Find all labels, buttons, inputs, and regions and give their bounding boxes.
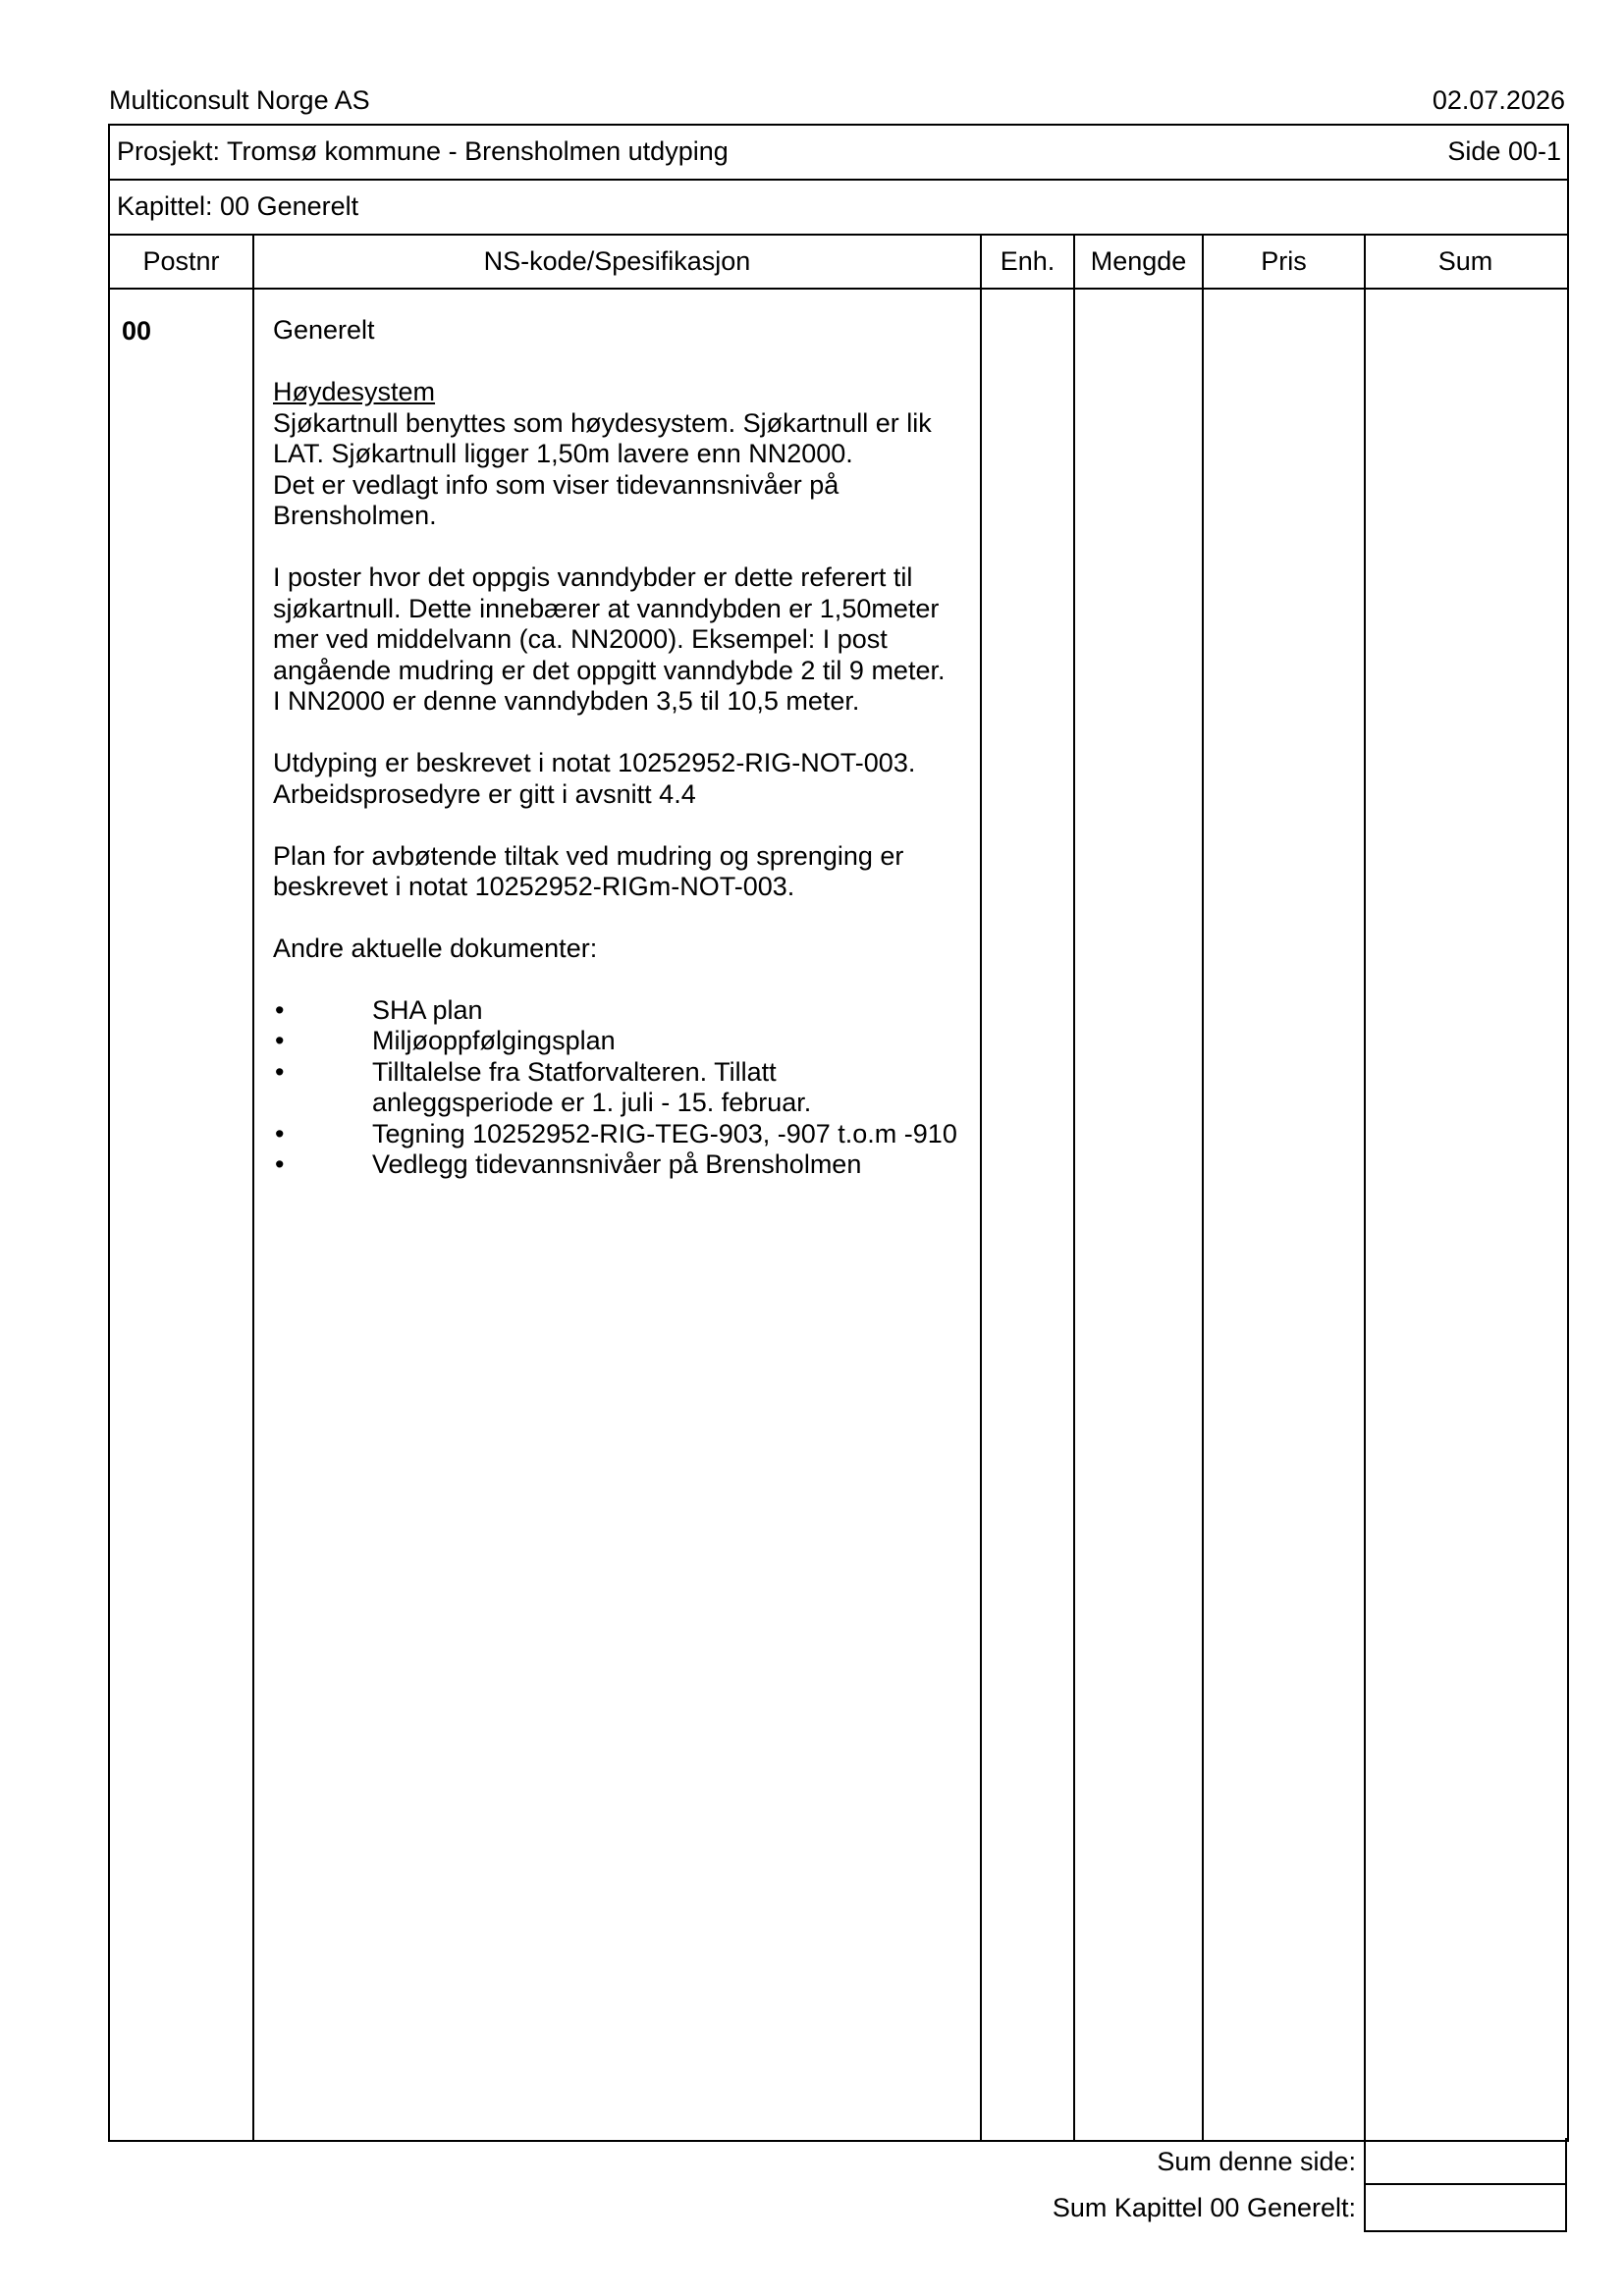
list-item-text: Vedlegg tidevannsnivåer på Brensholmen [372, 1149, 862, 1179]
bullet-icon: • [275, 1149, 285, 1179]
page-number: Side 00-1 [1447, 136, 1561, 166]
paragraph: Sjøkartnull benyttes som høydesystem. Sjøkartnull er lik LAT. Sjøkartnull ligger 1,50m lavere enn NN2000. Det er vedlagt info som viser tidevannsnivåer på Brensholmen. [273, 407, 932, 530]
project-title: Prosjekt: Tromsø kommune - Brensholmen utdyping [117, 136, 729, 166]
spacer [273, 347, 980, 378]
post-number: 00 [122, 316, 152, 346]
column-header-spec: NS-kode/Spesifikasjon [483, 246, 751, 276]
bullet-icon: • [275, 1056, 285, 1087]
list-item [273, 1057, 980, 1119]
list-item [273, 1119, 980, 1150]
section-heading: Høydesystem [273, 377, 436, 406]
sum-chapter-label: Sum Kapittel 00 Generelt: [1052, 2193, 1356, 2222]
document-date: 02.07.2026 [1432, 85, 1565, 115]
spacer [273, 718, 980, 749]
company-name: Multiconsult Norge AS [109, 85, 370, 115]
divider [108, 288, 1567, 290]
post-title: Generelt [273, 315, 375, 345]
column-divider [252, 234, 254, 2140]
paragraph: Utdyping er beskrevet i notat 10252952-RIG-NOT-003. Arbeidsprosedyre er gitt i avsnitt 4.4 [273, 748, 916, 809]
sum-chapter-box [1364, 2183, 1567, 2232]
paragraph: Andre aktuelle dokumenter: [273, 934, 598, 963]
list-item-text: Miljøoppfølgingsplan [372, 1026, 616, 1055]
bullet-icon: • [275, 994, 285, 1025]
document-list [273, 995, 980, 1181]
chapter-title: Kapittel: 00 Generelt [117, 191, 359, 221]
column-header-sum: Sum [1437, 246, 1493, 276]
list-item [273, 1026, 980, 1057]
list-item [273, 1149, 980, 1181]
column-divider [1073, 234, 1075, 2140]
spacer [273, 810, 980, 841]
sum-page-box [1364, 2138, 1567, 2185]
paragraph: Plan for avbøtende tiltak ved mudring og sprenging er beskrevet i notat 10252952-RIGm-NOT-003. [273, 840, 904, 901]
list-item [273, 995, 980, 1027]
column-divider [1202, 234, 1204, 2140]
sum-page-label: Sum denne side: [1157, 2147, 1356, 2176]
list-item-text: SHA plan [372, 994, 483, 1025]
divider [108, 234, 1567, 236]
divider [108, 179, 1567, 181]
bullet-icon: • [275, 1118, 285, 1148]
column-header-price: Pris [1261, 246, 1307, 276]
list-item-text: Tegning 10252952-RIG-TEG-903, -907 t.o.m -910 [372, 1118, 957, 1148]
column-header-unit: Enh. [1000, 246, 1056, 276]
spacer [273, 532, 980, 563]
paragraph: I poster hvor det oppgis vanndybder er dette referert til sjøkartnull. Dette innebærer at vanndybden er 1,50meter mer ved middelvann (ca. NN2000). Eksempel: I post angående mudring er det oppgitt vanndybde 2 til 9 meter. I NN2000 er denne vanndybden 3,5 til 10,5 meter. [273, 562, 946, 716]
column-header-quantity: Mengde [1090, 246, 1187, 276]
specification-text [273, 315, 980, 1181]
list-item-text: Tilltalelse fra Statforvalteren. Tillatt anleggsperiode er 1. juli - 15. februar. [372, 1056, 812, 1117]
column-divider [980, 234, 982, 2140]
bullet-icon: • [275, 1026, 285, 1055]
column-divider [1364, 234, 1366, 2230]
spacer [273, 903, 980, 934]
column-header-postnr: Postnr [142, 246, 220, 276]
